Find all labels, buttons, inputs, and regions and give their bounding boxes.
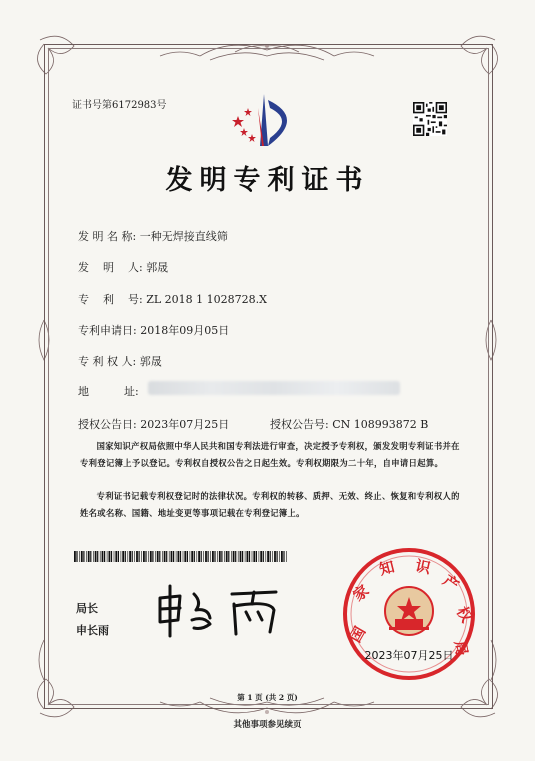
grant-number-row: [270, 416, 428, 432]
seal-date: 2023年07月25日: [364, 649, 454, 662]
grant-number-value: CN 108993872 B: [332, 418, 429, 431]
qr-code: [413, 102, 447, 136]
official-seal: [340, 545, 478, 683]
filing-date-value: 2018年09月05日: [140, 324, 230, 337]
continuation-note: 其他事项参见续页: [233, 720, 302, 730]
patentee-row: [78, 353, 162, 369]
inventor-label: 发 明 人:: [78, 261, 143, 274]
address-label: 地 址:: [78, 385, 139, 398]
inventor-value: 郭晟: [146, 261, 169, 274]
patentee-label: 专 利 权 人:: [78, 355, 137, 368]
svg-text:产: 产: [439, 571, 463, 595]
certificate-number: 证书号第6172983号: [72, 100, 167, 111]
grant-statement-paragraph: 国家知识产权局依照中华人民共和国专利法进行审查，决定授予专利权，颁发发明专利证书并在专利登记簿上予以登记。专利权自授权公告之日起生效。专利权期限为二十年，自申请日起算。: [80, 441, 460, 468]
filing-date-row: [78, 322, 229, 338]
legal-status-paragraph: 专利证书记载专利权登记时的法律状况。专利权的转移、质押、无效、终止、恢复和专利权人的姓名或名称、国籍、地址变更等事项记载在专利登记簿上。: [80, 491, 460, 518]
filing-date-label: 专利申请日:: [78, 324, 137, 337]
patent-number-label: 专 利 号:: [78, 293, 143, 306]
patent-number-row: [78, 291, 267, 307]
cnipa-logo: [228, 88, 308, 152]
inventor-row: [78, 259, 168, 275]
certificate-title: 发明专利证书: [165, 165, 370, 196]
invention-name-label: 发 明 名 称:: [78, 230, 137, 243]
signatory-name: 申长雨: [76, 624, 109, 637]
patent-number-value: ZL 2018 1 1028728.X: [146, 293, 267, 306]
page-number: 第 1 页 (共 2 页): [237, 693, 298, 702]
grant-date-value: 2023年07月25日: [140, 418, 230, 431]
signatory-role: 局长: [76, 602, 98, 615]
patentee-value: 郭晟: [139, 355, 162, 368]
invention-name-value: 一种无焊接直线筛: [139, 230, 228, 243]
svg-text:家: 家: [349, 581, 373, 605]
grant-date-row: [78, 416, 229, 432]
barcode: [74, 551, 289, 562]
svg-text:国: 国: [346, 623, 370, 646]
grant-number-label: 授权公告号:: [270, 418, 329, 431]
svg-text:知: 知: [377, 557, 397, 579]
grant-date-label: 授权公告日:: [78, 418, 137, 431]
address-row: [78, 383, 139, 399]
handwritten-signature: [150, 580, 300, 640]
address-value-redacted: [148, 381, 400, 395]
svg-text:局: 局: [450, 639, 472, 658]
invention-name-row: [78, 228, 228, 244]
svg-text:识: 识: [413, 556, 433, 578]
svg-text:权: 权: [452, 603, 476, 626]
